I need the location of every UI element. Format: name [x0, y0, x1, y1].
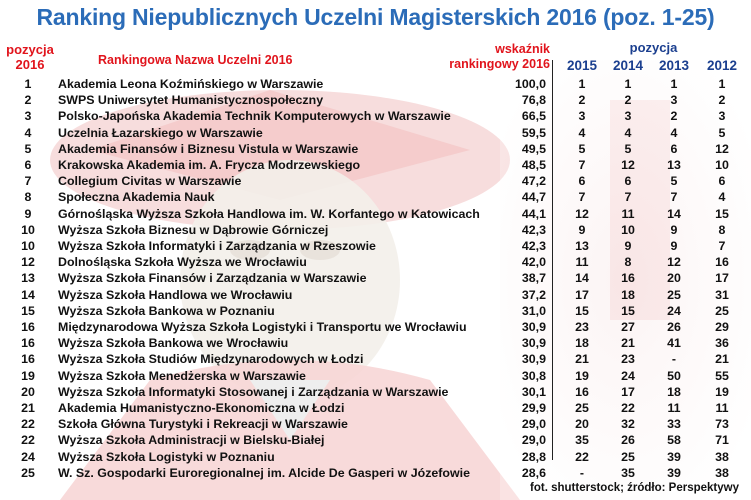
- past-position-cell-2014: 2: [624, 93, 632, 108]
- past-position-cell-2013: 58: [667, 433, 681, 448]
- header-position-2016: [4, 42, 56, 72]
- past-position-cell-2012: 29: [715, 320, 729, 334]
- past-position-cell-2013: 39: [667, 449, 681, 464]
- table-row: [0, 141, 751, 157]
- table-row: [0, 76, 751, 92]
- table-row: [0, 368, 751, 384]
- past-position-cell-2013: 18: [667, 384, 681, 399]
- rank-cell: 15: [21, 303, 35, 318]
- past-position-cell-2013: 26: [667, 320, 681, 334]
- rank-cell: 2: [24, 93, 32, 108]
- indicator-value-cell: 44,1: [521, 206, 546, 221]
- past-position-cell-2014: 25: [621, 449, 635, 464]
- rank-cell: 3: [24, 109, 32, 124]
- rank-cell: 7: [24, 174, 32, 189]
- past-position-cell-2014: 11: [621, 206, 635, 221]
- past-position-cell-2015: 22: [575, 449, 589, 464]
- indicator-value-cell: 100,0: [514, 77, 546, 91]
- past-position-cell-2015: 25: [575, 401, 589, 415]
- indicator-value-cell: 38,7: [521, 271, 546, 286]
- university-name-cell: Wyższa Szkoła Finansów i Zarządzania w Warszawie: [58, 271, 367, 286]
- indicator-value-cell: 30,8: [521, 368, 546, 383]
- page-title: Ranking Niepublicznych Uczelni Magisterskich 2016 (poz. 1-25): [36, 4, 715, 30]
- past-position-cell-2015: 7: [578, 190, 586, 205]
- header-year-2014: 2014: [612, 58, 644, 73]
- past-position-cell-2013: 20: [667, 271, 681, 286]
- past-position-cell-2014: 23: [621, 352, 635, 367]
- indicator-value-cell: 28,8: [521, 449, 546, 464]
- past-position-cell-2013: 24: [667, 303, 681, 318]
- university-name-cell: Szkoła Główna Turystyki i Rekreacji w Warszawie: [58, 417, 348, 432]
- past-position-cell-2012: 38: [715, 449, 729, 464]
- table-row: [0, 319, 751, 335]
- university-name-cell: W. Sz. Gospodarki Euroregionalnej im. Alcide De Gasperi w Józefowie: [58, 465, 470, 480]
- past-position-cell-2015: 18: [575, 336, 589, 351]
- past-position-cell-2012: 10: [715, 158, 729, 172]
- university-name-cell: Wyższa Szkoła Bankowa w Poznaniu: [58, 303, 275, 318]
- rank-cell: 6: [24, 158, 32, 172]
- past-position-cell-2012: 7: [718, 239, 726, 253]
- rank-cell: 16: [21, 320, 35, 334]
- past-position-cell-2013: 39: [667, 465, 681, 480]
- university-name-cell: Polsko-Japońska Akademia Technik Komputerowych w Warszawie: [58, 109, 451, 124]
- table-row: [0, 351, 751, 367]
- past-position-cell-2012: 36: [715, 336, 729, 351]
- past-position-cell-2013: 1: [670, 77, 678, 91]
- header-position-group: pozycja: [629, 40, 678, 55]
- past-position-cell-2014: 6: [624, 174, 632, 189]
- past-position-cell-2012: 73: [715, 417, 729, 432]
- past-position-cell-2013: 25: [667, 287, 681, 302]
- table-row: [0, 238, 751, 254]
- past-position-cell-2012: 17: [715, 271, 729, 286]
- header-indicator: [440, 42, 550, 72]
- past-position-cell-2014: 10: [621, 222, 635, 237]
- indicator-value-cell: 42,0: [521, 255, 546, 270]
- past-position-cell-2015: 17: [575, 287, 589, 302]
- past-position-cell-2014: 8: [624, 255, 632, 270]
- past-position-cell-2015: 1: [578, 77, 586, 91]
- past-position-cell-2012: 2: [718, 93, 726, 108]
- past-position-cell-2012: 4: [718, 190, 726, 205]
- university-name-cell: Społeczna Akademia Nauk: [58, 190, 215, 205]
- table-row: [0, 384, 751, 400]
- past-position-cell-2013: 9: [670, 222, 678, 237]
- indicator-value-cell: 29,9: [521, 401, 546, 415]
- rank-cell: 10: [21, 222, 35, 237]
- past-position-cell-2012: 3: [718, 109, 726, 124]
- indicator-value-cell: 29,0: [521, 433, 546, 448]
- past-position-cell-2014: 1: [624, 77, 632, 91]
- past-position-cell-2012: 12: [715, 141, 729, 156]
- past-position-cell-2012: 55: [715, 368, 729, 383]
- past-position-cell-2012: 38: [715, 465, 729, 480]
- past-position-cell-2013: 6: [670, 141, 678, 156]
- past-position-cell-2014: 32: [621, 417, 635, 432]
- rank-cell: 16: [21, 352, 35, 367]
- header-year-2015: 2015: [566, 58, 598, 73]
- table-row: [0, 108, 751, 124]
- past-position-cell-2015: 11: [575, 255, 589, 270]
- past-position-cell-2013: 41: [667, 336, 681, 351]
- university-name-cell: SWPS Uniwersytet Humanistycznospołeczny: [58, 93, 324, 108]
- past-position-cell-2014: 16: [621, 271, 635, 286]
- past-position-cell-2015: 35: [575, 433, 589, 448]
- university-name-cell: Wyższa Szkoła Bankowa we Wrocławiu: [58, 336, 289, 351]
- header-name: Rankingowa Nazwa Uczelni 2016: [98, 53, 293, 67]
- indicator-value-cell: 30,9: [521, 352, 546, 367]
- past-position-cell-2014: 21: [621, 336, 635, 351]
- past-position-cell-2013: 4: [670, 125, 678, 140]
- table-row: [0, 287, 751, 303]
- table-row: [0, 157, 751, 173]
- header-position-2016-line2: 2016: [15, 57, 45, 72]
- past-position-cell-2014: 27: [621, 320, 635, 334]
- table-row: [0, 222, 751, 238]
- table-row: [0, 335, 751, 351]
- past-position-cell-2015: 5: [578, 141, 586, 156]
- university-name-cell: Akademia Finansów i Biznesu Vistula w Warszawie: [58, 141, 359, 156]
- past-position-cell-2012: 25: [715, 303, 729, 318]
- past-position-cell-2012: 8: [718, 222, 726, 237]
- past-position-cell-2015: 2: [578, 93, 586, 108]
- university-name-cell: Wyższa Szkoła Administracji w Bielsku-Białej: [58, 433, 325, 448]
- rank-cell: 4: [24, 125, 32, 140]
- past-position-cell-2014: 35: [621, 465, 635, 480]
- past-position-cell-2013: 12: [667, 255, 681, 270]
- past-position-cell-2014: 7: [624, 190, 632, 205]
- past-position-cell-2015: 4: [578, 125, 586, 140]
- past-position-cell-2012: 16: [715, 255, 729, 270]
- indicator-value-cell: 76,8: [521, 93, 546, 108]
- indicator-value-cell: 28,6: [521, 465, 546, 480]
- university-name-cell: Uczelnia Łazarskiego w Warszawie: [58, 125, 263, 140]
- past-position-cell-2015: 20: [575, 417, 589, 432]
- past-position-cell-2014: 3: [624, 109, 632, 124]
- indicator-value-cell: 42,3: [521, 239, 546, 253]
- rank-cell: 5: [24, 141, 32, 156]
- past-position-cell-2014: 18: [621, 287, 635, 302]
- rank-cell: 13: [21, 271, 35, 286]
- past-position-cell-2013: -: [671, 352, 677, 367]
- table-row: [0, 432, 751, 448]
- past-position-cell-2015: 15: [575, 303, 589, 318]
- header-position-2016-line1: pozycja: [6, 42, 54, 57]
- past-position-cell-2015: -: [579, 465, 585, 480]
- table-row: [0, 416, 751, 432]
- table-row: [0, 173, 751, 189]
- university-name-cell: Wyższa Szkoła Menedżerska w Warszawie: [58, 368, 306, 383]
- photo-source-credit: fot. shutterstock; źródło: Perspektywy: [530, 482, 739, 494]
- rank-cell: 16: [21, 336, 35, 351]
- past-position-cell-2015: 7: [578, 158, 586, 172]
- past-position-cell-2012: 11: [715, 401, 729, 415]
- past-position-cell-2015: 19: [575, 368, 589, 383]
- rank-cell: 22: [21, 433, 35, 448]
- table-row: [0, 125, 751, 141]
- university-name-cell: Akademia Humanistyczno-Ekonomiczna w Łodzi: [58, 401, 345, 415]
- indicator-value-cell: 29,0: [521, 417, 546, 432]
- past-position-cell-2015: 23: [575, 320, 589, 334]
- indicator-value-cell: 30,9: [521, 336, 546, 351]
- table-row: [0, 449, 751, 465]
- university-name-cell: Wyższa Szkoła Informatyki i Zarządzania w Rzeszowie: [58, 239, 376, 253]
- past-position-cell-2015: 6: [578, 174, 586, 189]
- past-position-cell-2013: 5: [670, 174, 678, 189]
- rank-cell: 19: [21, 368, 35, 383]
- past-position-cell-2012: 5: [718, 125, 726, 140]
- indicator-value-cell: 30,9: [521, 320, 546, 334]
- university-name-cell: Wyższa Szkoła Studiów Międzynarodowych w Łodzi: [58, 352, 364, 367]
- past-position-cell-2014: 17: [621, 384, 635, 399]
- table-row: [0, 303, 751, 319]
- past-position-cell-2012: 6: [718, 174, 726, 189]
- university-name-cell: Górnośląska Wyższa Szkoła Handlowa im. W. Korfantego w Katowicach: [58, 206, 480, 221]
- past-position-cell-2013: 7: [670, 190, 678, 205]
- indicator-value-cell: 49,5: [521, 141, 546, 156]
- past-position-cell-2012: 31: [715, 287, 729, 302]
- past-position-cell-2014: 4: [624, 125, 632, 140]
- rank-cell: 8: [24, 190, 32, 205]
- table-row: [0, 270, 751, 286]
- header-year-2013: 2013: [658, 58, 690, 73]
- past-position-cell-2012: 19: [715, 384, 729, 399]
- university-name-cell: Akademia Leona Koźmińskiego w Warszawie: [58, 77, 324, 91]
- past-position-cell-2013: 9: [670, 239, 678, 253]
- indicator-value-cell: 66,5: [521, 109, 546, 124]
- table-row: [0, 206, 751, 222]
- past-position-cell-2015: 13: [575, 239, 589, 253]
- indicator-value-cell: 31,0: [521, 303, 546, 318]
- past-position-cell-2013: 2: [670, 109, 678, 124]
- past-position-cell-2015: 9: [578, 222, 586, 237]
- past-position-cell-2013: 11: [667, 401, 681, 415]
- header-year-2012: 2012: [706, 58, 738, 73]
- rank-cell: 14: [21, 287, 35, 302]
- past-position-cell-2013: 13: [667, 158, 681, 172]
- university-name-cell: Dolnośląska Szkoła Wyższa we Wrocławiu: [58, 255, 307, 270]
- university-name-cell: Wyższa Szkoła Informatyki Stosowanej i Zarządzania w Warszawie: [58, 384, 449, 399]
- rank-cell: 1: [24, 77, 32, 91]
- rank-cell: 12: [21, 255, 35, 270]
- past-position-cell-2014: 26: [621, 433, 635, 448]
- university-name-cell: Wyższa Szkoła Biznesu w Dąbrowie Górniczej: [58, 222, 329, 237]
- past-position-cell-2015: 3: [578, 109, 586, 124]
- table-row: [0, 465, 751, 481]
- past-position-cell-2015: 16: [575, 384, 589, 399]
- indicator-value-cell: 44,7: [521, 190, 546, 205]
- past-position-cell-2013: 50: [667, 368, 681, 383]
- past-position-cell-2015: 21: [575, 352, 589, 367]
- past-position-cell-2015: 12: [575, 206, 589, 221]
- past-position-cell-2014: 12: [621, 158, 635, 172]
- past-position-cell-2012: 15: [715, 206, 729, 221]
- table-row: [0, 189, 751, 205]
- header-indicator-line1: wskaźnik: [495, 42, 550, 56]
- past-position-cell-2014: 5: [624, 141, 632, 156]
- indicator-value-cell: 42,3: [521, 222, 546, 237]
- indicator-value-cell: 37,2: [521, 287, 546, 302]
- rank-cell: 10: [21, 239, 35, 253]
- past-position-cell-2013: 3: [670, 93, 678, 108]
- rank-cell: 24: [21, 449, 35, 464]
- table-row: [0, 92, 751, 108]
- indicator-value-cell: 59,5: [521, 125, 546, 140]
- header-indicator-line2: rankingowy 2016: [449, 57, 550, 71]
- university-name-cell: Międzynarodowa Wyższa Szkoła Logistyki i Transportu we Wrocławiu: [58, 320, 467, 334]
- past-position-cell-2013: 14: [667, 206, 681, 221]
- past-position-cell-2014: 22: [621, 401, 635, 415]
- table-row: [0, 254, 751, 270]
- rank-cell: 9: [24, 206, 32, 221]
- past-position-cell-2014: 15: [621, 303, 635, 318]
- rank-cell: 20: [21, 384, 35, 399]
- past-position-cell-2012: 1: [718, 77, 726, 91]
- indicator-value-cell: 30,1: [521, 384, 546, 399]
- past-position-cell-2014: 9: [624, 239, 632, 253]
- university-name-cell: Krakowska Akademia im. A. Frycza Modrzewskiego: [58, 158, 361, 172]
- indicator-value-cell: 48,5: [521, 158, 546, 172]
- university-name-cell: Wyższa Szkoła Logistyki w Poznaniu: [58, 449, 275, 464]
- university-name-cell: Collegium Civitas w Warszawie: [58, 174, 242, 189]
- past-position-cell-2013: 33: [667, 417, 681, 432]
- indicator-value-cell: 47,2: [521, 174, 546, 189]
- past-position-cell-2012: 71: [715, 433, 729, 448]
- past-position-cell-2012: 21: [715, 352, 729, 367]
- past-position-cell-2014: 24: [621, 368, 635, 383]
- table-row: [0, 400, 751, 416]
- rank-cell: 25: [21, 465, 35, 480]
- rank-cell: 21: [21, 401, 35, 415]
- rank-cell: 22: [21, 417, 35, 432]
- past-position-cell-2015: 14: [575, 271, 589, 286]
- university-name-cell: Wyższa Szkoła Handlowa we Wrocławiu: [58, 287, 293, 302]
